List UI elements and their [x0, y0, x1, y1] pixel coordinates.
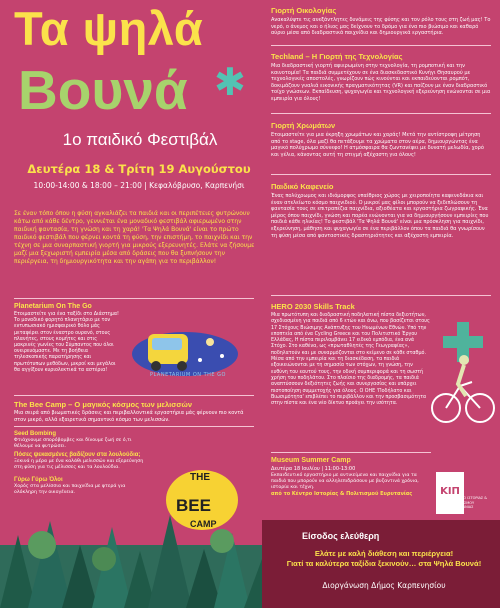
section-title: Γιορτή Οικολογίας	[271, 6, 337, 15]
divider	[14, 298, 254, 299]
section-text: Μια πρωτότυπη και διαδραστική ποδηλατική πίστα δεξιοτήτων, σχεδιασμένη για παιδιά από 6 ετών και άνω, που βασίζεται στους 17 Στόχους Βιώσιμης Ανάπτυξης του Ηνωμένων Εθνών. Υπό την εποπτεία από ένα Cycling Greece και του Πολιτιστικό Έργου Ελλάδας, Η πίστα περιλαμβάνει 17 ειδικά εμπόδια, ένα ανά Στόχο. Στο καθένα, ως «πρωταθλητές της Γεωγραφίας», ποδηλατούν και με συναρμόζονται στο κείμενο σε κάθε σταθμό. Μέσα από την εμπειρία και τη διασκέδαση, τα παιδιά εξοικειώνονται με τη σημασία των στόχων, τη γνώση, την ευθύνη του εαυτού τους, την οδική συμπεριφορά και τη σωστή χρήση του ποδηλάτου. Στο πλαίσιο της διαδρομής, τα παιδιά αναπτύσσουν δεξιότητες ζωής και συνεργασίας και υπάρχει πιστοποίηση συμμετοχής για όλους. Ο ΟΗΕ 'Ποδήλατο και Βιωσιμότητα' επιβλέπει το περιβάλλον και την προσβασιμότητα στην πίστα και ένα νέο δίκτυο προάγει την ισότητα.	[271, 313, 430, 407]
title-line1: Τα ψηλά	[14, 2, 204, 55]
divider	[14, 395, 254, 396]
closing-line1: Ελάτε με καλή διάθεση και περιέργεια!	[314, 549, 454, 558]
title-line2: Βουνά	[18, 59, 188, 121]
bee-logo-bee: BEE	[176, 496, 211, 515]
divider	[14, 426, 254, 427]
section-text: Ξεκινά η μέρα με ένα καλάθι μελισσών και εξερεύνηση στη φύση για τις μέλισσες και τα λουλούδια.	[14, 459, 144, 470]
section-text: Μια διαδραστική γιορτή αφιερωμένη στην τεχνολογία, τη ρομποτική και την καινοτομία! Τα παιδιά συμμετέχουν σε ένα διασκεδαστικό Κυνήγι Θησαυρού με τεχνολογικές αποστολές, γνωρίζουν πώς κινούνται και εκπαιδεύονται ρομπότ, δοκιμάζουν γυαλιά εικονικής πραγματικότητας (VR) και παίζουν με έναν διαδραστικό τοίχο γνώσεων. Εκπαίδευση, ψυχαγωγία και τεχνολογική εξερεύνηση ενώνονται σε μια εμπειρία για όλους!	[271, 63, 491, 102]
museum-time: Δευτέρα 18 Ιουλίου | 11:00-13:00	[271, 466, 356, 472]
divider	[271, 113, 491, 114]
section-text: Φτιάχνουμε σπορόβομβες και δίνουμε ζωή σε ό,τι θέλουμε να φυτρώσει.	[14, 438, 132, 449]
section-museum	[271, 457, 431, 497]
divider	[271, 45, 491, 46]
bee-camp-text: Μια σειρά από βιωματικές δράσεις και περιβαλλοντικά εργαστήρια μάς φέρνουν πιο κοντά στον μικρό, αλλά εξαιρετικά σημαντικό κόσμο των μελισσών.	[14, 410, 244, 423]
section-text: Ανακαλύψτε τις ανεξάντλητες δυνάμεις της φύσης και τον ρόλο τους στη ζωή μας! Το νερό, ο άνεμος και ο ήλιος μας δείχνουν το δρόμο για ένα πιο βιώσιμο και καθαρό αύριο μέσα από διαδραστικά παιχνίδια και δημιουργικά εργαστήρια.	[271, 17, 491, 37]
organizer: Διοργάνωση Δήμος Καρπενησίου	[322, 581, 446, 590]
section-text: Χορός στα μελίσσια και παιχνίδια με φτερά για ολόκληρη την οικογένεια.	[14, 484, 126, 495]
closing-line2: Γιατί τα καλύτερα ταξίδια ξεκινούν… στα Ψηλά Βουνά!	[286, 559, 482, 568]
free-entry: Είσοδος ελεύθερη	[302, 531, 380, 541]
divider	[271, 452, 431, 453]
section-ecology	[271, 6, 491, 37]
museum-logo-caption: ΚΕΝΤΡΟ ΙΣΤΟΡΙΑΣ & ΠΟΛΙΤΙΣΜΟΥ ΕΥΡΥΤΑΝΙΑΣ	[452, 496, 487, 509]
section-title: Παιδικό Καφενείο	[271, 182, 334, 191]
bee-logo-camp: CAMP	[190, 519, 217, 529]
section-title: Museum Summer Camp	[271, 457, 351, 464]
asterisk-icon: ✱	[214, 60, 246, 104]
section-colors	[271, 121, 491, 158]
mini-round-dance	[14, 477, 144, 496]
section-text: Εκπαιδευτικό εργαστήριο με αντικείμενα και παιχνίδια για τα παιδιά που μπορούν να αλληλεπιδράσουν με βυζαντινά χρόνια, ιστορία και τέχνη.	[271, 472, 419, 490]
intro-text: Σε έναν τόπο όπου η φύση αγκαλιάζει τα παιδιά και οι περιπέτειες φυτρώνουν κάτω από κάθε δέντρο, γεννιέται ένα μοναδικό φεστιβάλ αφιερωμένο στην παιδική φαντασία, τη γνώση και τη χαρά! 'Τα Ψηλά Βουνά' είναι το πρώτο παιδικό φεστιβάλ που φέρνει κοντά τη φύση, την επιστήμη, το παιχνίδι και την τέχνη σε μια συναρπαστική γιορτή για μικρούς εξερευνητές. Ελάτε να ζήσουμε μαζί μια ξεχωριστή εμπειρία μέσα από δράσεις που θα ξυπνήσουν την περιέργεια, τη δημιουργικότητα και την αγάπη για το περιβάλλον!	[14, 210, 255, 265]
section-text: Ένας πολύχρωμος και ιδιόμορφος υπαίθριος χώρος με χειροποίητα καφενεδάκια και έναν ατελείωτο κόσμο παιχνιδιού. Ο μικροί μας φίλοι μπορούν να ξεδιπλώσουν τη φαντασία τους σε επιτραπέζια παιχνίδια, αξιοθέατα και εργαστήρια ζωγραφικής. Ένα μέρος όπου παιχνίδι, γνώση και παρέα ενώνονται για να δημιουργήσουν εμπειρίες που παιδιά κάθε ηλικίας! Το φεστιβάλ 'Τα Ψηλά Βουνά' είναι μια πρόσκληση για παιχνίδι, εξερεύνηση, μάθηση και ψυχαγωγία σε ένα περιβάλλον όπου τα παιδιά θα γνωρίσουν τη φύση μέσα από φανταστικές δραστηριότητες και αξέχαστη εμπειρία.	[271, 193, 489, 239]
mini-bees-flowers	[14, 452, 144, 471]
closing-message	[270, 549, 498, 569]
section-title: Planetarium On The Go	[14, 303, 92, 310]
mini-seed-bombing	[14, 431, 144, 450]
museum-organizer: από το Κέντρο Ιστορίας & Πολιτισμού Ευρυτανίας	[271, 490, 413, 497]
subtitle: 1ο παιδικό Φεστιβάλ	[62, 130, 218, 149]
festival-dates: Δευτέρα 18 & Τρίτη 19 Αυγούστου	[27, 162, 251, 176]
section-title: Γιορτή Χρωμάτων	[271, 121, 336, 130]
section-hero	[271, 302, 431, 407]
divider	[271, 295, 491, 296]
section-cafe	[271, 182, 491, 239]
festival-venue: 10:00-14:00 & 18:00 – 21:00 | Κεφαλόβρυσο, Καρπενήσι	[33, 181, 245, 190]
section-planetarium	[14, 303, 119, 374]
section-title: Techland – Η Γιορτή της Τεχνολογίας	[271, 52, 403, 61]
divider	[271, 174, 491, 175]
section-title: HERO 2030 Skills Track	[271, 302, 355, 311]
section-text: Ετοιμαστείτε για μια έκρηξη χρωμάτων και χαράς! Μετά την αντίστροφη μέτρηση από το stage, όλα μαζί θα πετάξουμε τα χρώματα στον αέρα, δημιουργώντας ένα μαγικό πολύχρωμο σύννεφο! Η ατμόσφαιρα θα ζωντανέψει με δυνατή μελωδία, χορό και γέλια, κάνοντας αυτή τη στιγμή αξέχαστη για όλους!	[271, 132, 484, 158]
section-title: Seed Bombing	[14, 431, 57, 437]
section-title: Γύρω Γύρω Όλοι	[14, 477, 63, 483]
museum-logo: ΚΙΠ	[436, 472, 464, 514]
planetarium-caption: PLANETARIUM ON THE GO	[150, 372, 226, 378]
section-techland	[271, 52, 491, 103]
bee-camp-title: The Bee Camp – Ο μαγικός κόσμος των μελισσών	[14, 400, 193, 409]
bee-logo-the: THE	[190, 472, 210, 483]
section-text: Ετοιμαστείτε για ένα ταξίδι στο Διάστημα! Το μοναδικό φορητό πλανητάριο με τον εντυπωσιακό ημισφαιρικό θόλο μάς μεταφέρει στον έναστρο ουρανό, στους πλανήτες, στους κομήτες και στις μακρινές γωνίες του Σύμπαντος που όλοι ονειρευόμαστε. Με τη βοήθεια τηλεσκοπικής παρατήρησης και πρωτότυπων μεθόδων, μικροί και μεγάλοι θα αγγίξουν κυριολεκτικά τα αστέρια!	[14, 312, 119, 373]
cyclist-illustration	[430, 320, 496, 430]
section-title: Πόσες ψεκασμένες βαδίζουν στα λουλούδια;	[14, 452, 141, 458]
